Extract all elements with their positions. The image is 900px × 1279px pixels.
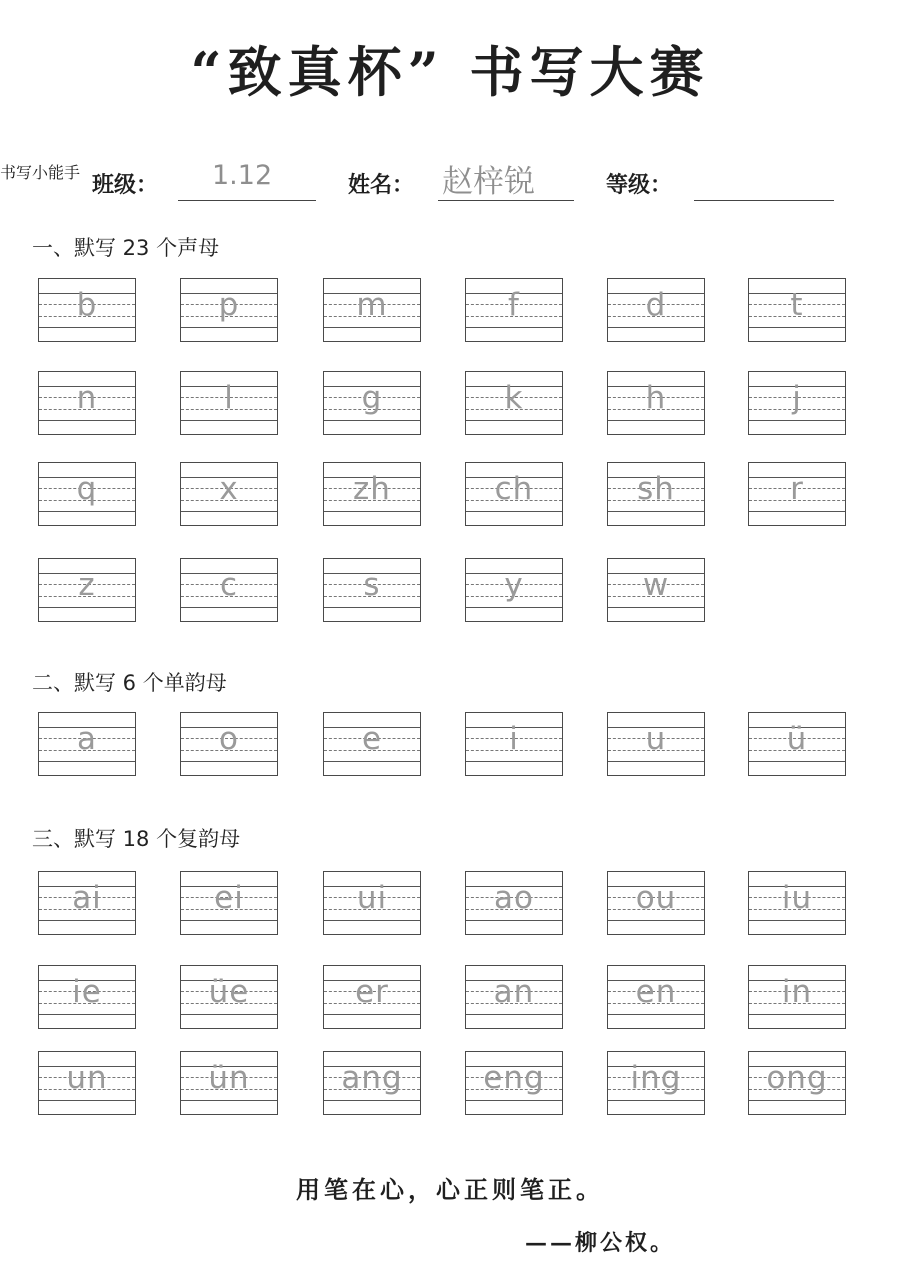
- ruled-line: [749, 327, 845, 328]
- ruled-line: [39, 920, 135, 921]
- pinyin-writing-box: [465, 462, 563, 526]
- pinyin-answer: in: [781, 974, 813, 1010]
- pinyin-answer: j: [792, 380, 802, 416]
- pinyin-writing-box: [607, 1051, 705, 1115]
- pinyin-answer: eng: [483, 1060, 545, 1096]
- ruled-line: [608, 1100, 704, 1101]
- ruled-line: [39, 327, 135, 328]
- ruled-line: [466, 920, 562, 921]
- pinyin-answer: e: [361, 721, 383, 757]
- pinyin-writing-box: [180, 278, 278, 342]
- pinyin-answer: ün: [208, 1060, 250, 1096]
- pinyin-answer: üe: [208, 974, 250, 1010]
- pinyin-answer: ou: [635, 880, 677, 916]
- ruled-line: [608, 327, 704, 328]
- pinyin-writing-box: [180, 965, 278, 1029]
- ruled-line: [466, 327, 562, 328]
- ruled-line: [181, 761, 277, 762]
- pinyin-writing-box: [38, 965, 136, 1029]
- class-value: 1.12: [212, 160, 273, 191]
- pinyin-answer: ang: [341, 1060, 403, 1096]
- ruled-line: [749, 1014, 845, 1015]
- ruled-line: [749, 511, 845, 512]
- pinyin-answer: m: [356, 287, 388, 323]
- motto-quote: 用笔在心，心正则笔正。: [296, 1175, 604, 1204]
- ruled-line: [749, 420, 845, 421]
- pinyin-answer: un: [66, 1060, 108, 1096]
- pinyin-answer: ie: [72, 974, 102, 1010]
- pinyin-writing-box: [180, 371, 278, 435]
- ruled-line: [466, 607, 562, 608]
- pinyin-writing-box: [748, 712, 846, 776]
- pinyin-writing-box: [323, 1051, 421, 1115]
- ruled-line: [181, 1014, 277, 1015]
- class-label: 班级：: [92, 172, 159, 198]
- pinyin-writing-box: [38, 462, 136, 526]
- ruled-line: [608, 420, 704, 421]
- pinyin-writing-box: [748, 871, 846, 935]
- pinyin-writing-box: [323, 965, 421, 1029]
- pinyin-writing-box: [323, 871, 421, 935]
- grade-stamp: 书写小能手: [0, 163, 81, 182]
- pinyin-answer: d: [645, 287, 667, 323]
- pinyin-answer: h: [645, 380, 667, 416]
- pinyin-writing-box: [748, 462, 846, 526]
- pinyin-answer: ei: [214, 880, 244, 916]
- pinyin-answer: f: [508, 287, 520, 323]
- pinyin-writing-box: [323, 712, 421, 776]
- pinyin-writing-box: [38, 712, 136, 776]
- pinyin-writing-box: [38, 278, 136, 342]
- pinyin-writing-box: [748, 1051, 846, 1115]
- pinyin-writing-box: [607, 462, 705, 526]
- ruled-line: [181, 327, 277, 328]
- ruled-line: [466, 511, 562, 512]
- pinyin-answer: ong: [766, 1060, 828, 1096]
- section-title: 一、默写 23 个声母: [32, 236, 220, 260]
- pinyin-answer: sh: [637, 471, 675, 507]
- pinyin-writing-box: [465, 558, 563, 622]
- ruled-line: [324, 1014, 420, 1015]
- pinyin-writing-box: [607, 278, 705, 342]
- pinyin-answer: i: [509, 721, 519, 757]
- ruled-line: [39, 1100, 135, 1101]
- pinyin-answer: r: [790, 471, 804, 507]
- ruled-line: [181, 607, 277, 608]
- ruled-line: [324, 327, 420, 328]
- name-label: 姓名：: [348, 172, 415, 198]
- pinyin-writing-box: [607, 558, 705, 622]
- grade-label: 等级：: [606, 172, 673, 198]
- pinyin-answer: t: [790, 287, 804, 323]
- ruled-line: [324, 920, 420, 921]
- pinyin-answer: an: [493, 974, 535, 1010]
- pinyin-answer: en: [635, 974, 677, 1010]
- pinyin-writing-box: [323, 462, 421, 526]
- pinyin-writing-box: [180, 462, 278, 526]
- pinyin-answer: ü: [786, 721, 808, 757]
- ruled-line: [749, 761, 845, 762]
- pinyin-writing-box: [607, 371, 705, 435]
- pinyin-writing-box: [748, 278, 846, 342]
- pinyin-writing-box: [180, 871, 278, 935]
- pinyin-writing-box: [465, 871, 563, 935]
- pinyin-answer: w: [642, 567, 670, 603]
- pinyin-answer: k: [504, 380, 524, 416]
- pinyin-answer: x: [219, 471, 239, 507]
- pinyin-answer: ing: [630, 1060, 682, 1096]
- pinyin-writing-box: [180, 558, 278, 622]
- ruled-line: [749, 920, 845, 921]
- pinyin-writing-box: [465, 278, 563, 342]
- pinyin-writing-box: [465, 965, 563, 1029]
- pinyin-writing-box: [465, 712, 563, 776]
- pinyin-writing-box: [38, 1051, 136, 1115]
- pinyin-answer: l: [224, 380, 234, 416]
- pinyin-answer: s: [363, 567, 381, 603]
- ruled-line: [39, 511, 135, 512]
- pinyin-answer: n: [76, 380, 98, 416]
- pinyin-writing-box: [607, 712, 705, 776]
- ruled-line: [608, 761, 704, 762]
- ruled-line: [39, 761, 135, 762]
- ruled-line: [324, 607, 420, 608]
- pinyin-answer: p: [218, 287, 240, 323]
- ruled-line: [608, 511, 704, 512]
- section-title: 三、默写 18 个复韵母: [32, 827, 241, 851]
- pinyin-answer: u: [645, 721, 667, 757]
- pinyin-answer: a: [77, 721, 97, 757]
- pinyin-answer: er: [355, 974, 389, 1010]
- pinyin-writing-box: [465, 1051, 563, 1115]
- pinyin-answer: c: [219, 567, 239, 603]
- ruled-line: [324, 511, 420, 512]
- pinyin-answer: o: [219, 721, 239, 757]
- pinyin-writing-box: [180, 712, 278, 776]
- ruled-line: [181, 920, 277, 921]
- pinyin-answer: ai: [72, 880, 102, 916]
- pinyin-answer: z: [78, 567, 96, 603]
- motto-author: ——柳公权。: [525, 1230, 676, 1256]
- ruled-line: [39, 420, 135, 421]
- pinyin-answer: ui: [356, 880, 388, 916]
- pinyin-writing-box: [465, 371, 563, 435]
- pinyin-writing-box: [323, 278, 421, 342]
- ruled-line: [324, 1100, 420, 1101]
- ruled-line: [324, 761, 420, 762]
- ruled-line: [608, 1014, 704, 1015]
- pinyin-writing-box: [323, 558, 421, 622]
- pinyin-writing-box: [607, 871, 705, 935]
- pinyin-answer: b: [76, 287, 98, 323]
- ruled-line: [608, 607, 704, 608]
- ruled-line: [749, 1100, 845, 1101]
- pinyin-writing-box: [180, 1051, 278, 1115]
- pinyin-writing-box: [323, 371, 421, 435]
- page-title: “致真杯” 书写大赛: [190, 40, 710, 104]
- section-title: 二、默写 6 个单韵母: [32, 671, 227, 695]
- ruled-line: [466, 420, 562, 421]
- pinyin-writing-box: [38, 871, 136, 935]
- pinyin-writing-box: [748, 371, 846, 435]
- ruled-line: [324, 420, 420, 421]
- pinyin-writing-box: [38, 558, 136, 622]
- ruled-line: [181, 511, 277, 512]
- ruled-line: [608, 920, 704, 921]
- pinyin-writing-box: [38, 371, 136, 435]
- pinyin-answer: ch: [494, 471, 534, 507]
- pinyin-answer: iu: [781, 880, 813, 916]
- name-value: 赵梓锐: [442, 164, 535, 200]
- pinyin-answer: zh: [353, 471, 391, 507]
- pinyin-answer: y: [504, 567, 524, 603]
- ruled-line: [39, 607, 135, 608]
- ruled-line: [466, 1100, 562, 1101]
- ruled-line: [466, 1014, 562, 1015]
- pinyin-writing-box: [607, 965, 705, 1029]
- pinyin-answer: g: [361, 380, 383, 416]
- ruled-line: [181, 420, 277, 421]
- pinyin-writing-box: [748, 965, 846, 1029]
- ruled-line: [39, 1014, 135, 1015]
- ruled-line: [181, 1100, 277, 1101]
- pinyin-answer: ao: [494, 880, 534, 916]
- pinyin-answer: q: [76, 471, 98, 507]
- ruled-line: [466, 761, 562, 762]
